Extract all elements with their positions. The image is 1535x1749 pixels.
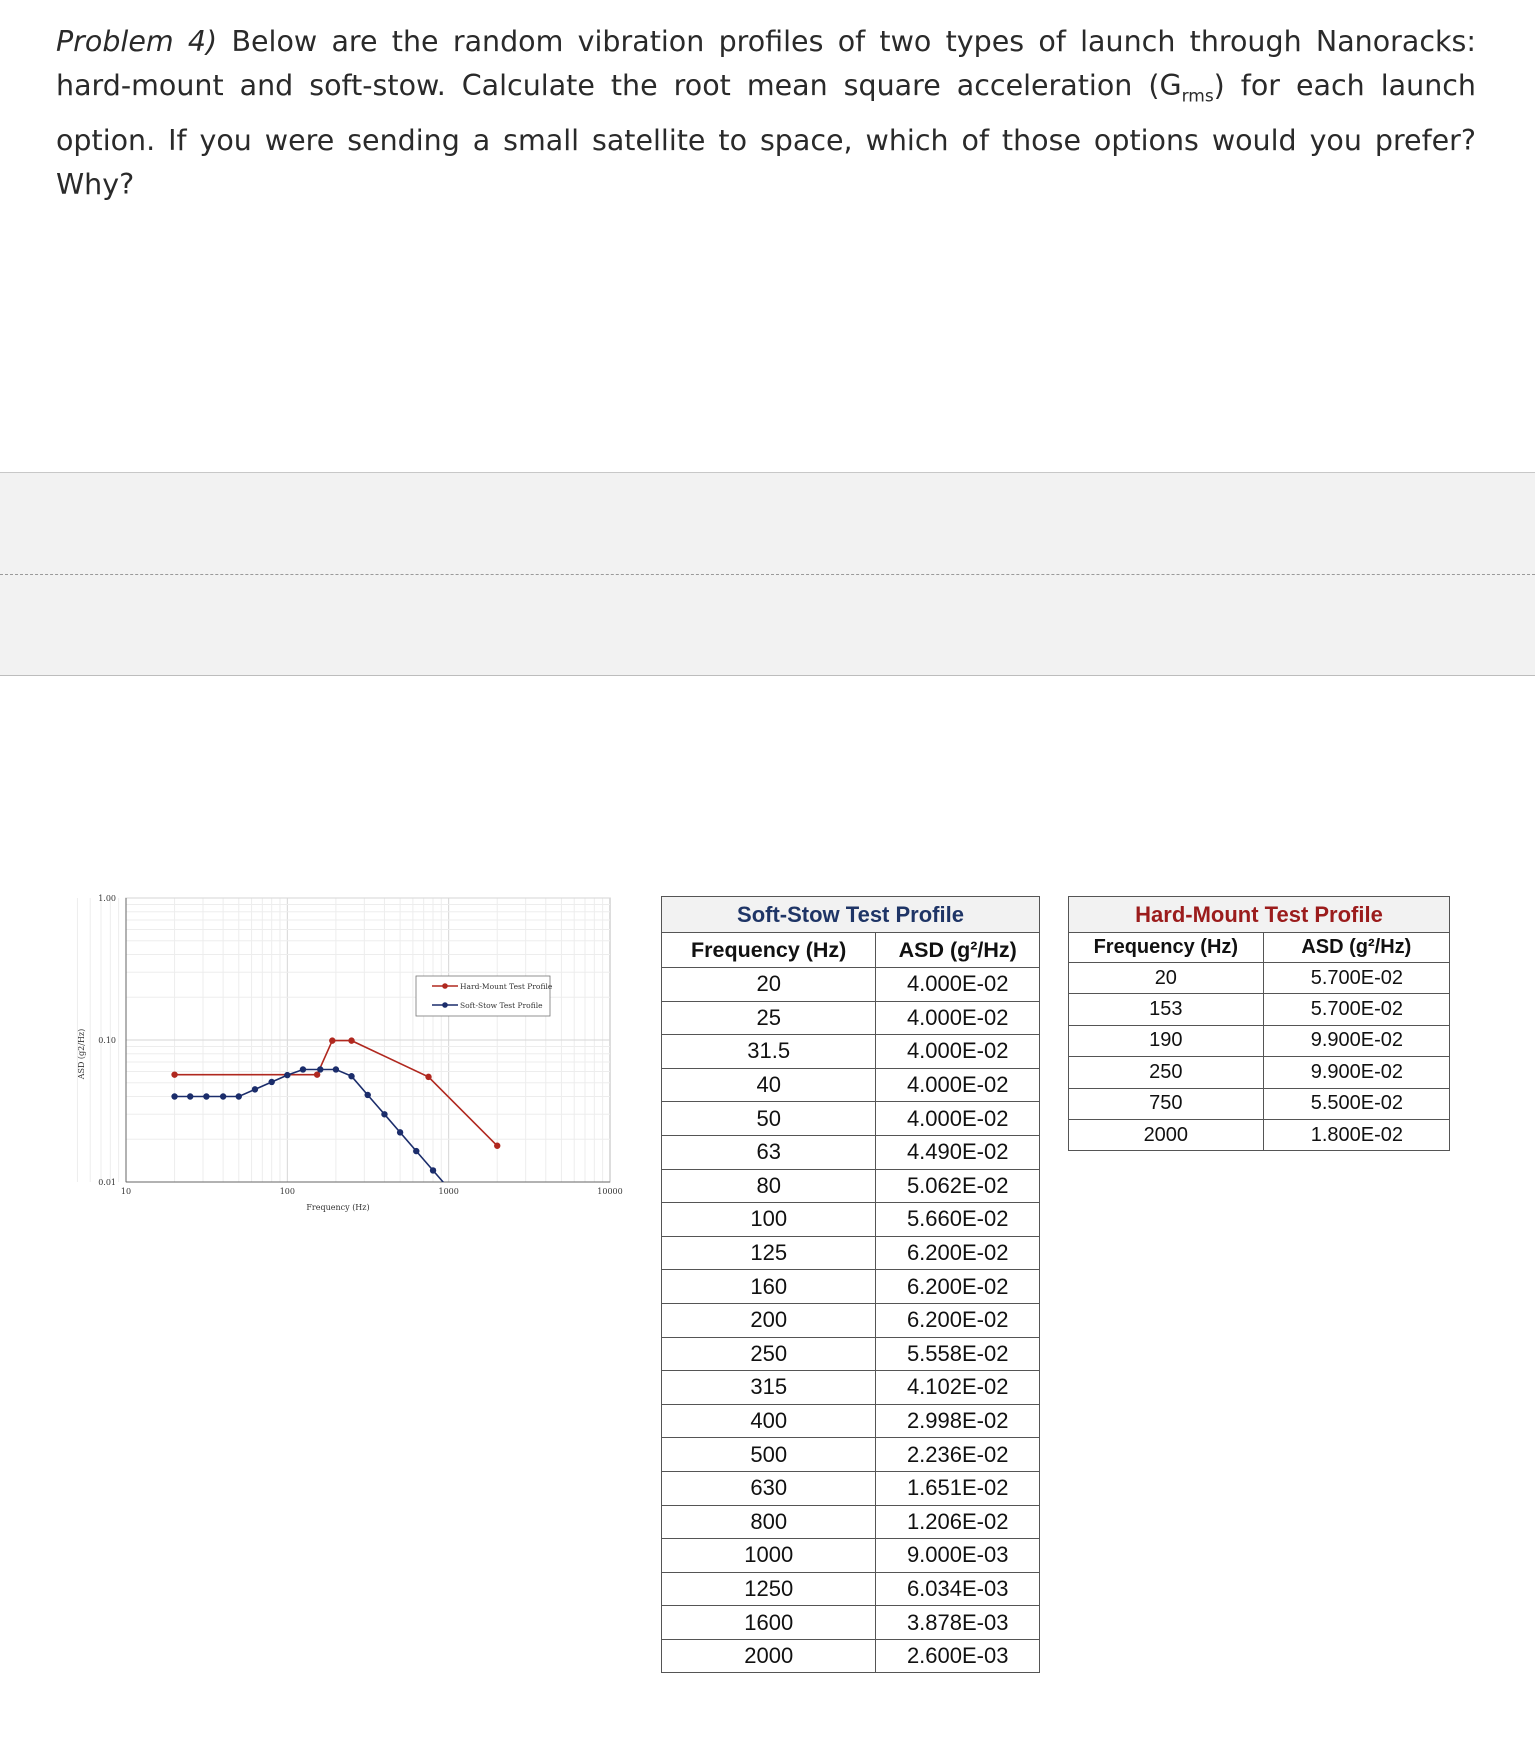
table-row [662, 1404, 1040, 1438]
soft-stow-point [397, 1129, 403, 1135]
legend-label: Hard-Mount Test Profile [460, 982, 553, 991]
hard-mount-point [329, 1037, 335, 1043]
hard-col-asd: ASD (g²/Hz) [1263, 933, 1449, 963]
frequency-cell: 1250 [662, 1572, 876, 1606]
hard-mount-point [494, 1143, 500, 1149]
frequency-cell: 500 [662, 1438, 876, 1472]
table-row [662, 1539, 1040, 1573]
table-row [1069, 1025, 1450, 1056]
soft-stow-point [171, 1093, 177, 1099]
hard-mount-point [171, 1071, 177, 1077]
soft-stow-point [187, 1093, 193, 1099]
frequency-cell: 80 [662, 1169, 876, 1203]
frequency-cell: 63 [662, 1135, 876, 1169]
dashed-divider [0, 574, 1535, 575]
asd-cell: 6.034E-03 [876, 1572, 1040, 1606]
table-row [662, 1572, 1040, 1606]
soft-stow-point [365, 1092, 371, 1098]
frequency-cell: 25 [662, 1001, 876, 1035]
asd-cell: 5.700E-02 [1263, 963, 1449, 994]
asd-cell: 4.000E-02 [876, 968, 1040, 1002]
frequency-cell: 100 [662, 1203, 876, 1237]
soft-stow-point [252, 1086, 258, 1092]
asd-cell: 9.900E-02 [1263, 1025, 1449, 1056]
table-row [662, 1001, 1040, 1035]
asd-cell: 2.600E-03 [876, 1639, 1040, 1673]
asd-cell: 3.878E-03 [876, 1606, 1040, 1640]
asd-cell: 5.700E-02 [1263, 994, 1449, 1025]
soft-stow-point [300, 1066, 306, 1072]
table-row [662, 1102, 1040, 1136]
table-row [1069, 1119, 1450, 1150]
table-row [1069, 1057, 1450, 1088]
table-row [662, 1236, 1040, 1270]
problem-statement [56, 20, 1476, 207]
asd-cell: 1.800E-02 [1263, 1119, 1449, 1150]
y-tick-label: 0.01 [98, 1178, 116, 1187]
problem-text-b: ) for each launch option. If you were sending a small satellite to space, which of those options would you prefer? Why? [56, 69, 1476, 201]
asd-cell: 4.000E-02 [876, 1035, 1040, 1069]
soft-table-title: Soft-Stow Test Profile [661, 896, 1040, 932]
frequency-cell: 315 [662, 1371, 876, 1405]
hard-mount-point [348, 1037, 354, 1043]
soft-stow-point [413, 1148, 419, 1154]
soft-stow-point [236, 1093, 242, 1099]
asd-cell: 2.236E-02 [876, 1438, 1040, 1472]
soft-stow-point [203, 1093, 209, 1099]
table-row [662, 1035, 1040, 1069]
asd-cell: 2.998E-02 [876, 1404, 1040, 1438]
asd-cell: 5.500E-02 [1263, 1088, 1449, 1119]
asd-cell: 5.558E-02 [876, 1337, 1040, 1371]
frequency-cell: 750 [1069, 1088, 1264, 1119]
soft-stow-point [348, 1073, 354, 1079]
asd-cell: 4.490E-02 [876, 1135, 1040, 1169]
table-row [662, 1169, 1040, 1203]
problem-label: Problem 4) [56, 25, 218, 58]
table-row [662, 1337, 1040, 1371]
table-row [662, 1270, 1040, 1304]
asd-cell: 4.000E-02 [876, 1001, 1040, 1035]
table-row [662, 1135, 1040, 1169]
asd-cell: 5.062E-02 [876, 1169, 1040, 1203]
frequency-cell: 250 [1069, 1057, 1264, 1088]
table-row [662, 1068, 1040, 1102]
table-row [1069, 1088, 1450, 1119]
asd-cell: 6.200E-02 [876, 1236, 1040, 1270]
soft-stow-point [268, 1079, 274, 1085]
x-tick-label: 100 [279, 1187, 295, 1196]
frequency-cell: 800 [662, 1505, 876, 1539]
grms-subscript: rms [1181, 86, 1214, 107]
table-row [662, 1606, 1040, 1640]
asd-cell: 5.660E-02 [876, 1203, 1040, 1237]
frequency-cell: 1600 [662, 1606, 876, 1640]
soft-stow-point [284, 1072, 290, 1078]
table-row [662, 1438, 1040, 1472]
hard-table-title: Hard-Mount Test Profile [1068, 896, 1450, 932]
table-row [662, 1505, 1040, 1539]
asd-cell: 4.000E-02 [876, 1102, 1040, 1136]
frequency-cell: 160 [662, 1270, 876, 1304]
asd-cell: 1.206E-02 [876, 1505, 1040, 1539]
table-row [662, 1471, 1040, 1505]
table-row [662, 1371, 1040, 1405]
asd-cell: 6.200E-02 [876, 1270, 1040, 1304]
frequency-cell: 2000 [1069, 1119, 1264, 1150]
soft-stow-table [661, 896, 1040, 1673]
asd-cell: 9.000E-03 [876, 1539, 1040, 1573]
table-row [1069, 994, 1450, 1025]
y-tick-label: 0.10 [98, 1036, 116, 1045]
legend-label: Soft-Stow Test Profile [460, 1001, 543, 1010]
frequency-cell: 250 [662, 1337, 876, 1371]
frequency-cell: 20 [1069, 963, 1264, 994]
x-tick-label: 10 [120, 1187, 132, 1196]
asd-cell: 9.900E-02 [1263, 1057, 1449, 1088]
y-axis-label: ASD (g2/Hz) [77, 1028, 86, 1080]
hard-mount-point [425, 1074, 431, 1080]
frequency-cell: 125 [662, 1236, 876, 1270]
frequency-cell: 50 [662, 1102, 876, 1136]
asd-cell: 4.000E-02 [876, 1068, 1040, 1102]
x-tick-label: 10000 [597, 1187, 623, 1196]
soft-stow-point [333, 1066, 339, 1072]
table-row [662, 1303, 1040, 1337]
hard-col-frequency: Frequency (Hz) [1069, 933, 1264, 963]
frequency-cell: 20 [662, 968, 876, 1002]
vibration-chart [70, 886, 640, 1226]
soft-stow-point [220, 1093, 226, 1099]
soft-stow-point [381, 1111, 387, 1117]
table-row [662, 1203, 1040, 1237]
x-axis-label: Frequency (Hz) [306, 1203, 370, 1212]
legend-marker [442, 1002, 448, 1008]
y-tick-label: 1.00 [98, 894, 116, 903]
soft-stow-point [317, 1066, 323, 1072]
x-tick-label: 1000 [438, 1187, 459, 1196]
frequency-cell: 1000 [662, 1539, 876, 1573]
problem-text-a: Below are the random vibration profiles of two types of launch through Nanoracks: hard-mount and soft-stow. Calculate the root mean square acceleration (G [56, 25, 1476, 102]
table-row [662, 968, 1040, 1002]
asd-cell: 1.651E-02 [876, 1471, 1040, 1505]
frequency-cell: 40 [662, 1068, 876, 1102]
table-row [662, 1639, 1040, 1673]
table-row [1069, 963, 1450, 994]
asd-cell: 4.102E-02 [876, 1371, 1040, 1405]
legend-marker [442, 983, 448, 989]
frequency-cell: 630 [662, 1471, 876, 1505]
frequency-cell: 190 [1069, 1025, 1264, 1056]
frequency-cell: 400 [662, 1404, 876, 1438]
asd-cell: 6.200E-02 [876, 1303, 1040, 1337]
hard-mount-table [1068, 896, 1450, 1151]
soft-col-frequency: Frequency (Hz) [662, 933, 876, 968]
soft-stow-point [430, 1167, 436, 1173]
frequency-cell: 2000 [662, 1639, 876, 1673]
frequency-cell: 153 [1069, 994, 1264, 1025]
frequency-cell: 31.5 [662, 1035, 876, 1069]
soft-col-asd: ASD (g²/Hz) [876, 933, 1040, 968]
frequency-cell: 200 [662, 1303, 876, 1337]
